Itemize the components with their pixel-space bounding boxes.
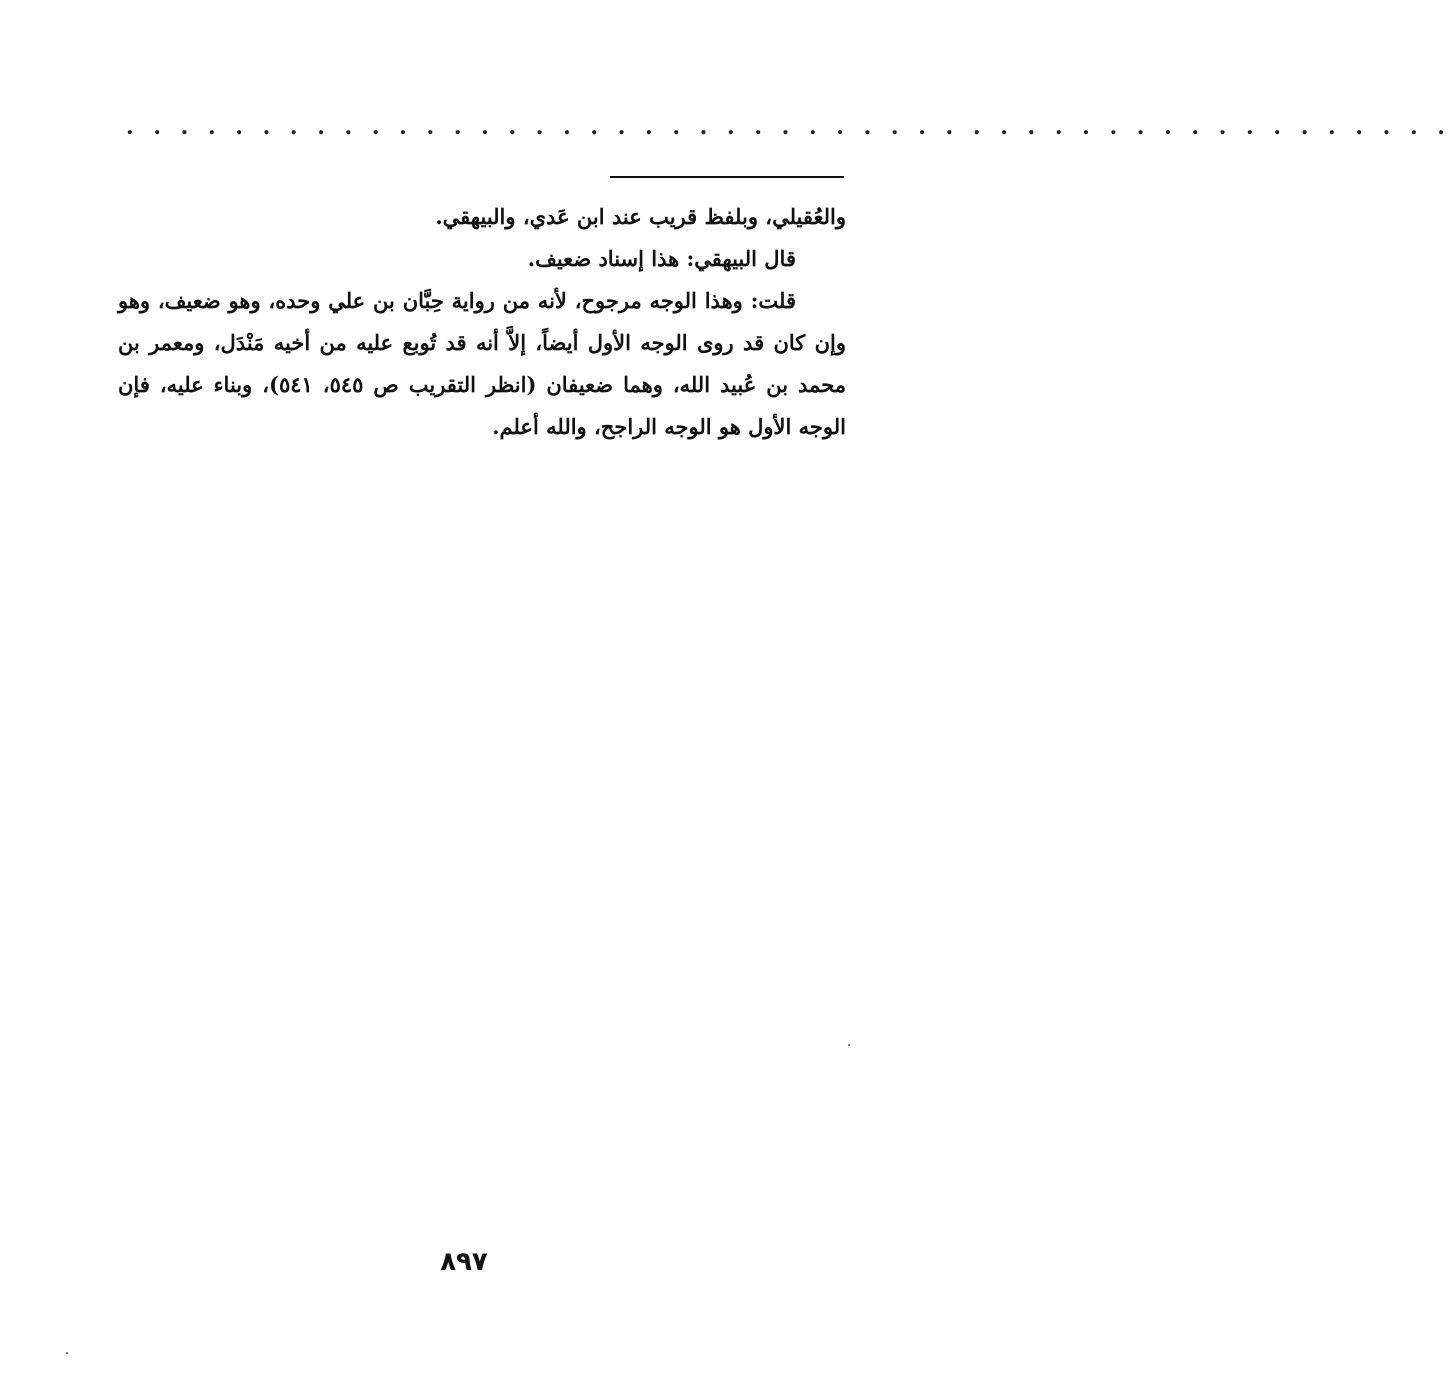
footnote-rule xyxy=(610,176,844,178)
footnote-block xyxy=(118,196,846,448)
dotted-separator: . . . . . . . . . . . . . . . . . . . . . . . . . . . . . . . . . . . . . . . . . . . . . . . . . xyxy=(126,114,1451,140)
footnote-paragraph-bayhaqi: قال البيهقي: هذا إسناد ضعيف. xyxy=(527,246,796,271)
page-number: ٨٩٧ xyxy=(440,1247,488,1277)
footnote-paragraph-qultu: قلت: وهذا الوجه مرجوح، لأنه من رواية حِبَّان بن علي وحده، وهو ضعيف، وهو وإن كان قد روى الوجه الأول أيضاً، إلاَّ أنه قد تُوبع عليه من أخيه مَنْدَل، ومعمر بن محمد بن عُبيد الله، وهما ضعيفان (انظر التقريب ص ٥٤٥، ٥٤١)، وبناء عليه، فإن الوجه الأول هو الوجه الراجح، والله أعلم. xyxy=(118,288,846,439)
scan-speck xyxy=(66,1352,68,1354)
footnote-line-1: والعُقيلي، وبلفظ قريب عند ابن عَدي، والبيهقي. xyxy=(435,204,846,229)
scan-speck xyxy=(848,1044,850,1046)
